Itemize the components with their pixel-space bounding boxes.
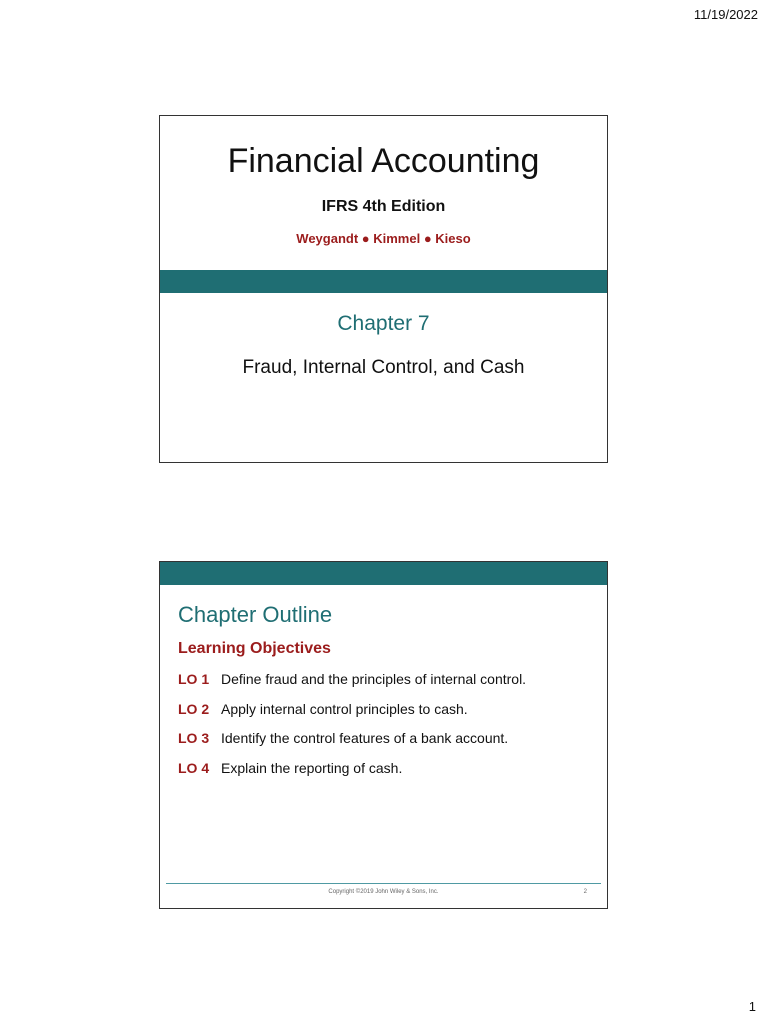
slide-number: 2 xyxy=(583,889,587,895)
lo-text: Apply internal control principles to cash. xyxy=(221,700,468,717)
lo-code: LO 4 xyxy=(178,759,210,776)
copyright-notice: Copyright ©2019 John Wiley & Sons, Inc. xyxy=(328,889,439,895)
page-number: 1 xyxy=(748,999,756,1014)
list-item xyxy=(178,671,526,701)
book-authors: Weygandt ● Kimmel ● Kieso xyxy=(296,231,471,246)
list-item xyxy=(178,730,526,760)
chapter-subtitle: Fraud, Internal Control, and Cash xyxy=(242,357,525,378)
list-item xyxy=(178,760,526,790)
list-item xyxy=(178,701,526,731)
outline-title: Chapter Outline xyxy=(178,602,333,627)
footer-divider xyxy=(166,883,601,884)
chapter-heading: Chapter 7 xyxy=(337,312,430,335)
slide-title xyxy=(159,115,608,463)
learning-objectives-heading: Learning Objectives xyxy=(178,640,331,657)
lo-code: LO 3 xyxy=(178,730,210,746)
teal-band xyxy=(160,270,607,293)
book-title: Financial Accounting xyxy=(227,142,540,180)
lo-text: Define fraud and the principles of internal control. xyxy=(221,671,527,687)
objectives-list xyxy=(178,671,526,789)
lo-text: Identify the control features of a bank account. xyxy=(221,730,509,746)
teal-band xyxy=(160,562,607,585)
lo-code: LO 1 xyxy=(178,671,210,687)
lo-code: LO 2 xyxy=(178,700,210,717)
slide-outline xyxy=(159,561,608,909)
book-edition: IFRS 4th Edition xyxy=(321,198,446,215)
print-date: 11/19/2022 xyxy=(693,7,758,22)
lo-text: Explain the reporting of cash. xyxy=(221,759,403,776)
